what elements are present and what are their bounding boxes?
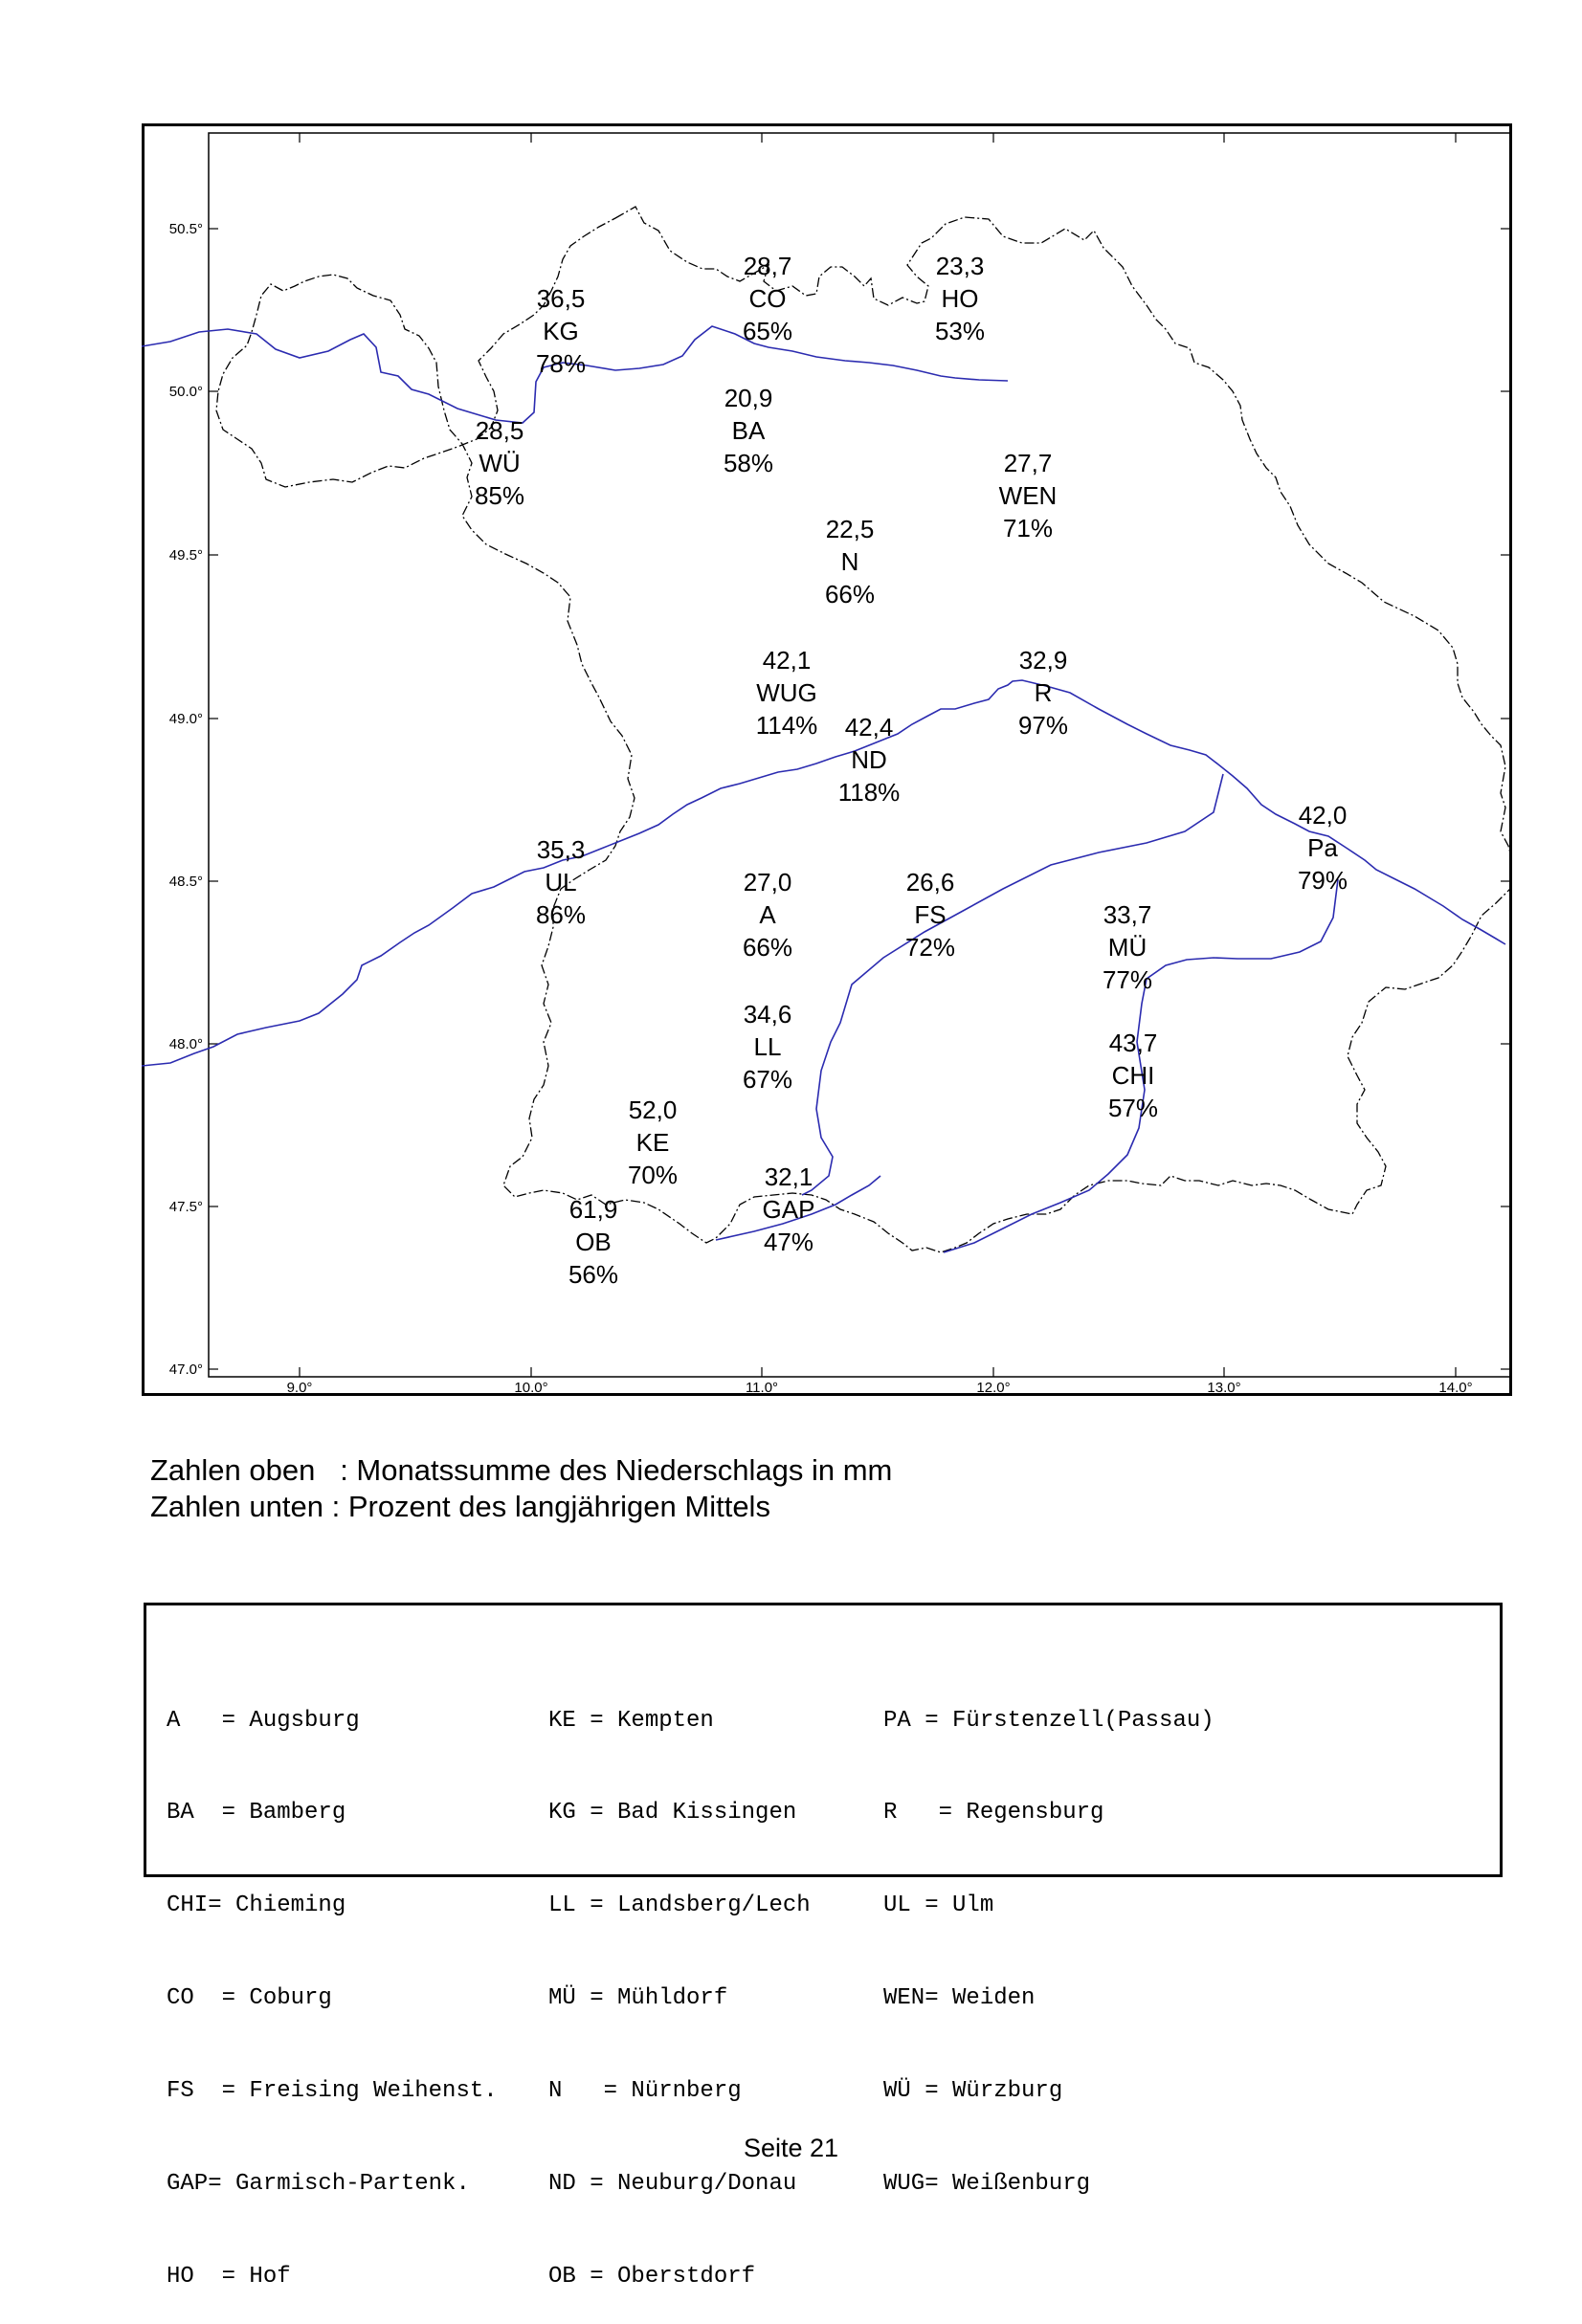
station-percent: 85%	[474, 481, 525, 510]
legend-entry: A = Augsburg	[167, 1707, 360, 1734]
x-axis-labels	[287, 1380, 1473, 1396]
station-label-n	[825, 515, 875, 609]
legend-entry: GAP= Garmisch-Partenk.	[167, 2171, 470, 2198]
legend-entry: HO = Hof	[167, 2263, 291, 2290]
latitude-label: 47.5°	[168, 1199, 203, 1215]
station-label-nd	[838, 713, 901, 807]
station-code: A	[759, 900, 776, 929]
station-code: KE	[635, 1128, 670, 1157]
station-value: 42,1	[762, 646, 812, 675]
station-percent: 86%	[535, 900, 587, 929]
station-code: UL	[545, 868, 577, 896]
station-value: 36,5	[536, 284, 586, 313]
explanation-line-2: Zahlen unten : Prozent des langjährigen Mittels	[150, 1490, 770, 1523]
station-label-ll	[743, 1000, 792, 1094]
latitude-label: 47.0°	[168, 1361, 203, 1378]
legend-entry: BA = Bamberg	[167, 1800, 346, 1826]
rivers	[142, 326, 1505, 1252]
longitude-label: 13.0°	[1207, 1380, 1241, 1396]
longitude-label: 11.0°	[745, 1380, 779, 1396]
station-code: WEN	[998, 481, 1058, 510]
station-code: MÜ	[1107, 933, 1148, 962]
station-percent: 118%	[837, 778, 901, 807]
y-axis-labels	[169, 221, 203, 1378]
station-label-r	[1018, 646, 1068, 740]
station-code: CO	[748, 284, 787, 313]
station-code: WÜ	[479, 449, 521, 477]
station-percent: 58%	[723, 449, 774, 477]
station-label-gap	[763, 1162, 815, 1256]
station-value: 33,7	[1103, 900, 1152, 929]
legend-entry: R = Regensburg	[883, 1800, 1104, 1826]
station-percent: 66%	[742, 933, 793, 962]
station-label-mü	[1103, 900, 1152, 994]
station-percent: 72%	[904, 933, 956, 962]
station-label-ba	[724, 384, 773, 477]
station-value: 20,9	[724, 384, 773, 412]
station-label-ke	[628, 1096, 678, 1189]
station-percent: 53%	[934, 317, 986, 345]
station-code: KG	[543, 317, 579, 345]
legend-entry: UL = Ulm	[883, 1892, 994, 1919]
station-code: WUG	[756, 678, 817, 707]
station-value: 26,6	[905, 868, 955, 896]
station-percent: 71%	[1002, 514, 1054, 542]
page-number: Seite 21	[743, 2134, 839, 2162]
legend-column-2	[548, 1644, 811, 2324]
station-label-ho	[935, 252, 985, 345]
latitude-label: 49.5°	[168, 547, 203, 564]
station-percent: 47%	[763, 1228, 814, 1256]
legend-entry: MÜ = Mühldorf	[548, 1985, 728, 2012]
explanation-line-1: Zahlen oben : Monatssumme des Niederschlags in mm	[150, 1453, 893, 1487]
station-code: BA	[731, 416, 766, 445]
station-percent: 67%	[742, 1065, 793, 1094]
river-isar	[802, 774, 1223, 1195]
station-value: 27,7	[1003, 449, 1053, 477]
legend-entry: WUG= Weißenburg	[883, 2171, 1091, 2198]
station-value: 42,4	[844, 713, 894, 741]
station-value: 32,9	[1018, 646, 1068, 675]
station-value: 27,0	[743, 868, 792, 896]
station-label-wü	[475, 416, 524, 510]
legend-column-1	[167, 1644, 498, 2324]
station-label-ob	[568, 1195, 618, 1289]
latitude-label: 48.5°	[168, 874, 203, 890]
station-label-a	[743, 868, 792, 962]
station-value: 43,7	[1108, 1029, 1158, 1057]
station-label-ul	[536, 835, 586, 929]
station-value: 32,1	[764, 1162, 813, 1191]
station-value: 22,5	[825, 515, 875, 543]
station-value: 52,0	[628, 1096, 678, 1124]
station-value: 34,6	[743, 1000, 792, 1029]
station-value: 42,0	[1298, 801, 1348, 830]
latitude-label: 49.0°	[168, 711, 203, 727]
station-percent: 114%	[755, 711, 818, 740]
station-percent: 97%	[1017, 711, 1069, 740]
station-code: Pa	[1307, 833, 1338, 862]
legend-entry: KG = Bad Kissingen	[548, 1800, 797, 1826]
station-percent: 70%	[627, 1161, 679, 1189]
latitude-label: 50.5°	[168, 221, 203, 237]
legend-entry: LL = Landsberg/Lech	[548, 1892, 811, 1919]
station-code: ND	[851, 745, 887, 774]
station-code: N	[840, 547, 859, 576]
station-label-wug	[756, 646, 818, 740]
station-code: LL	[753, 1032, 782, 1061]
bavaria-precipitation-map	[142, 123, 1512, 1396]
longitude-label: 14.0°	[1438, 1380, 1473, 1396]
legend-entry: WÜ = Würzburg	[883, 2078, 1063, 2105]
station-value: 23,3	[935, 252, 985, 280]
station-value: 61,9	[568, 1195, 618, 1224]
station-label-kg	[536, 284, 586, 378]
station-percent: 77%	[1102, 965, 1153, 994]
longitude-label: 12.0°	[976, 1380, 1011, 1396]
station-label-chi	[1108, 1029, 1158, 1122]
station-labels	[475, 252, 1348, 1289]
legend-entry: KE = Kempten	[548, 1707, 714, 1734]
legend-entry: WEN= Weiden	[883, 1985, 1036, 2012]
station-code: CHI	[1111, 1061, 1155, 1090]
station-percent: 78%	[535, 349, 587, 378]
station-code: HO	[941, 284, 979, 313]
station-percent: 65%	[742, 317, 793, 345]
station-code: OB	[575, 1228, 612, 1256]
legend-entry: CHI= Chieming	[167, 1892, 346, 1919]
station-code: FS	[914, 900, 947, 929]
legend-entry: OB = Oberstdorf	[548, 2263, 756, 2290]
station-label-fs	[905, 868, 955, 962]
station-percent: 57%	[1107, 1094, 1159, 1122]
station-code: GAP	[762, 1195, 815, 1224]
station-code: R	[1034, 678, 1053, 707]
longitude-label: 9.0°	[286, 1380, 313, 1396]
legend-entry: N = Nürnberg	[548, 2078, 742, 2105]
station-value: 28,7	[743, 252, 792, 280]
station-percent: 79%	[1297, 866, 1348, 895]
legend-entry: PA = Fürstenzell(Passau)	[883, 1707, 1214, 1734]
legend-entry: ND = Neuburg/Donau	[548, 2171, 797, 2198]
station-label-wen	[999, 449, 1058, 542]
station-label-pa	[1298, 801, 1348, 895]
station-percent: 66%	[824, 580, 876, 609]
longitude-label: 10.0°	[514, 1380, 548, 1396]
station-label-co	[743, 252, 792, 345]
legend-entry: CO = Coburg	[167, 1985, 332, 2012]
latitude-label: 50.0°	[168, 384, 203, 400]
latitude-label: 48.0°	[168, 1036, 203, 1052]
station-percent: 56%	[568, 1260, 619, 1289]
station-value: 35,3	[536, 835, 586, 864]
legend-entry: FS = Freising Weihenst.	[167, 2078, 498, 2105]
station-value: 28,5	[475, 416, 524, 445]
